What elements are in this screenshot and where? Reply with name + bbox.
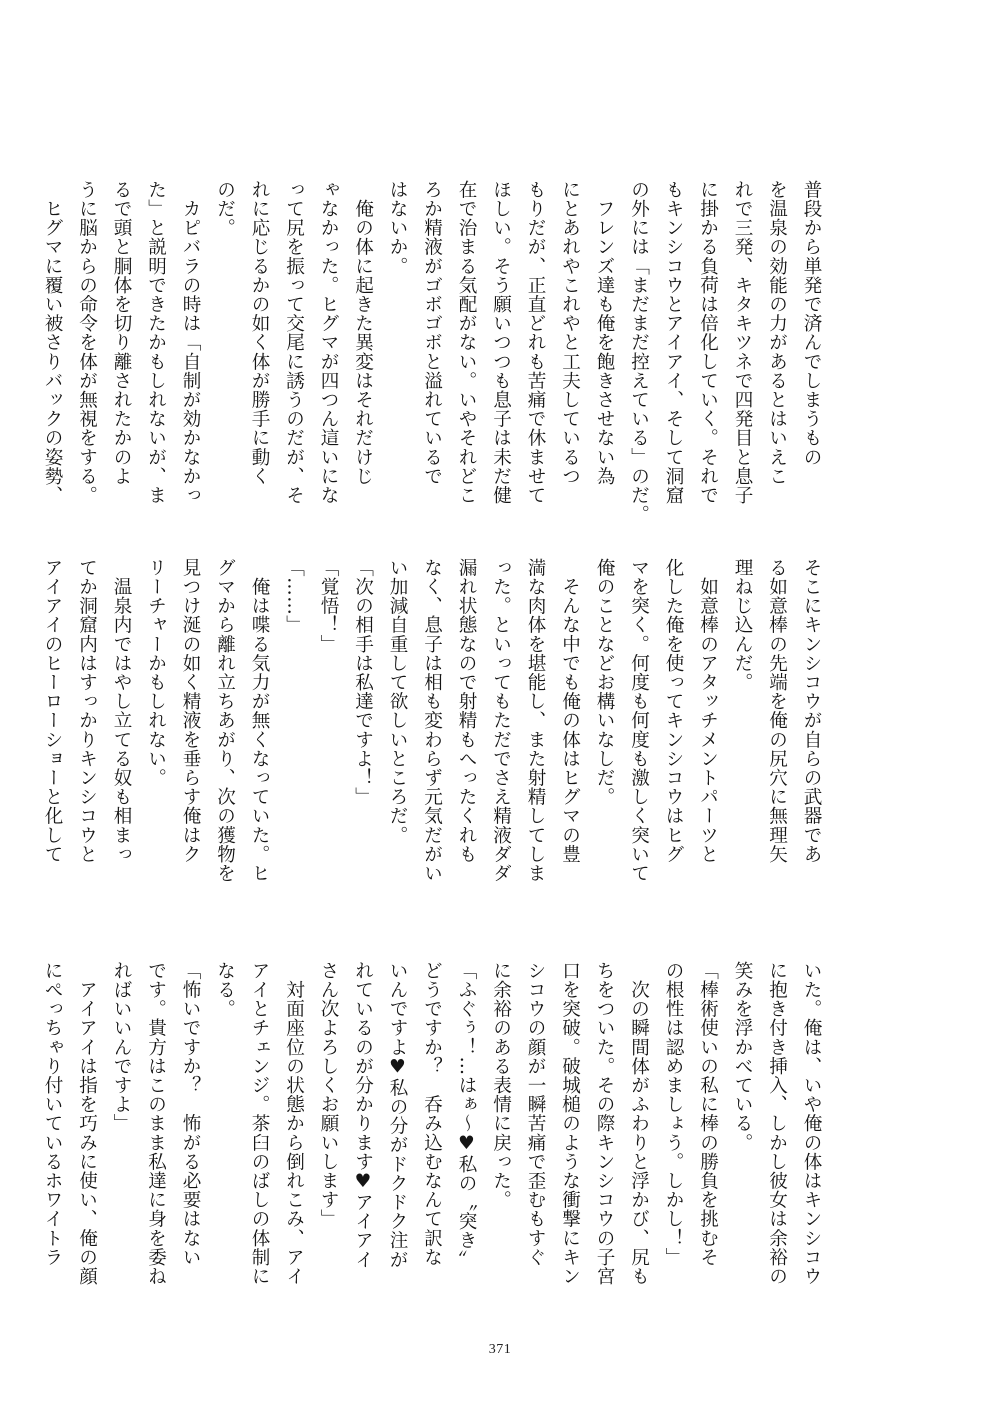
text-line: なく、息子は相も変わらず元気だがい bbox=[421, 558, 443, 883]
text-line: に掛かる負荷は倍化していく。それで bbox=[697, 180, 719, 505]
text-line: ほしい。そう願いつつも息子は未だ健 bbox=[490, 180, 512, 505]
text-line: 俺は喋る気力が無くなっていた。ヒ bbox=[249, 558, 270, 883]
text-line: に余裕のある表情に戻った。 bbox=[490, 961, 512, 1210]
text-line: れで三発、キタキツネで四発目と息子 bbox=[732, 180, 753, 505]
text-block-bottom bbox=[35, 961, 829, 1291]
text-line: フレンズ達も俺を飽きさせない為 bbox=[594, 180, 615, 486]
text-line: 口を突破。破城槌のような衝撃にキン bbox=[559, 961, 581, 1286]
text-line: 笑みを浮かべている。 bbox=[732, 961, 753, 1152]
text-line: さん次よろしくお願いします」 bbox=[318, 961, 339, 1229]
text-line: るで頭と胴体を切り離されたかのよ bbox=[111, 180, 132, 486]
text-line: 次の瞬間体がふわりと浮かび、尻も bbox=[628, 961, 650, 1286]
text-line: ヒグマに覆い被さりバックの姿勢、 bbox=[42, 180, 63, 505]
text-line: 対面座位の状態から倒れこみ、アイ bbox=[283, 961, 305, 1286]
text-line: のだ。 bbox=[214, 180, 236, 238]
text-line: 「次の相手は私達ですよ！」 bbox=[352, 558, 374, 807]
text-line: にとあれやこれやと工夫しているつ bbox=[559, 180, 581, 486]
text-line: に抱き付き挿入、しかし彼女は余裕の bbox=[766, 961, 788, 1286]
text-line: アイアイのヒーローショーと化して bbox=[42, 558, 63, 864]
text-line: い加減自重して欲しいところだ。 bbox=[387, 558, 408, 845]
text-line: 俺の体に起きた異変はそれだけじ bbox=[352, 180, 374, 486]
text-line: 満な肉体を堪能し、また射精してしま bbox=[525, 558, 546, 883]
text-line: てか洞窟内はすっかりキンシコウと bbox=[76, 558, 98, 864]
text-line: る如意棒の先端を俺の尻穴に無理矢 bbox=[766, 558, 788, 864]
text-line: アイとチェンジ。茶臼のばしの体制に bbox=[249, 961, 270, 1286]
text-line: もキンシコウとアイアイ、そして洞窟 bbox=[663, 180, 684, 505]
text-line: ればいいんですよ」 bbox=[111, 961, 132, 1133]
text-line: 見つけ涎の如く精液を垂らす俺はク bbox=[180, 558, 201, 864]
text-line: 理ねじ込んだ。 bbox=[732, 558, 753, 692]
text-line: 漏れ状態なので射精もへったくれも bbox=[456, 558, 477, 864]
text-line: グマから離れ立ちあがり、次の獲物を bbox=[214, 558, 236, 883]
text-line: もりだが、正直どれも苦痛で休ませて bbox=[525, 180, 546, 505]
text-line: 「怖いですか？ 怖がる必要はない bbox=[180, 961, 201, 1267]
text-line: 化した俺を使ってキンシコウはヒグ bbox=[663, 558, 684, 864]
text-line: 如意棒のアタッチメントパーツと bbox=[697, 558, 719, 864]
text-line: そこにキンシコウが自らの武器であ bbox=[801, 558, 822, 864]
text-line: どうですか？ 呑み込むなんて訳な bbox=[421, 961, 443, 1267]
text-line: シコウの顔が一瞬苦痛で歪むもすぐ bbox=[525, 961, 546, 1267]
text-line: の根性は認めましょう。しかし！」 bbox=[663, 961, 684, 1267]
text-line: いた。俺は、いや俺の体はキンシコウ bbox=[801, 961, 822, 1286]
text-line: 「……」 bbox=[283, 558, 305, 635]
text-line: 「棒術使いの私に棒の勝負を挑むそ bbox=[697, 961, 719, 1267]
text-line: って尻を振って交尾に誘うのだが、そ bbox=[283, 180, 305, 505]
text-line: いんですよ♥私の分がドクドク注が bbox=[387, 961, 408, 1269]
page-number: 371 bbox=[488, 1342, 512, 1357]
text-line: マを突く。何度も何度も激しく突いて bbox=[628, 558, 650, 883]
text-line: を温泉の効能の力があるとはいえこ bbox=[766, 180, 788, 486]
text-line: はないか。 bbox=[387, 180, 408, 276]
text-line: にぺっちゃり付いているホワイトラ bbox=[42, 961, 63, 1267]
text-line: れに応じるかの如く体が勝手に動く bbox=[249, 180, 270, 486]
text-block-top bbox=[35, 180, 829, 524]
text-line: リーチャーかもしれない。 bbox=[145, 558, 167, 788]
text-line: ろか精液がゴボゴボと溢れているで bbox=[421, 180, 443, 486]
text-line: ゃなかった。ヒグマが四つん這いにな bbox=[318, 180, 339, 505]
text-line: った。といってもただでさえ精液ダダ bbox=[490, 558, 512, 883]
text-block-middle bbox=[35, 558, 829, 888]
text-line: の外には「まだまだ控えている」のだ。 bbox=[628, 180, 650, 524]
text-line: そんな中でも俺の体はヒグマの豊 bbox=[559, 558, 581, 864]
text-line: です。貴方はこのまま私達に身を委ね bbox=[145, 961, 167, 1286]
text-line: れているのが分かります♥アイアイ bbox=[352, 961, 374, 1269]
text-line: 「ふぐぅ！…はぁ～♥私の〝突き〟 bbox=[456, 961, 477, 1269]
text-line: カピバラの時は「自制が効かなかっ bbox=[180, 180, 201, 505]
text-line: 普段から単発で済んでしまうもの bbox=[801, 180, 822, 467]
text-line: た」と説明できたかもしれないが、ま bbox=[145, 180, 167, 505]
text-line: 「覚悟！」 bbox=[318, 558, 339, 654]
text-line: なる。 bbox=[214, 961, 236, 1019]
text-line: アイアイは指を巧みに使い、俺の顔 bbox=[76, 961, 98, 1286]
text-line: うに脳からの命令を体が無視をする。 bbox=[76, 180, 98, 505]
text-line: 俺のことなどお構いなしだ。 bbox=[594, 558, 615, 807]
text-line: 在で治まる気配がない。いやそれどこ bbox=[456, 180, 477, 505]
text-line: 温泉内ではやし立てる奴も相まっ bbox=[111, 558, 132, 864]
text-line: ちをついた。その際キンシコウの子宮 bbox=[594, 961, 615, 1286]
